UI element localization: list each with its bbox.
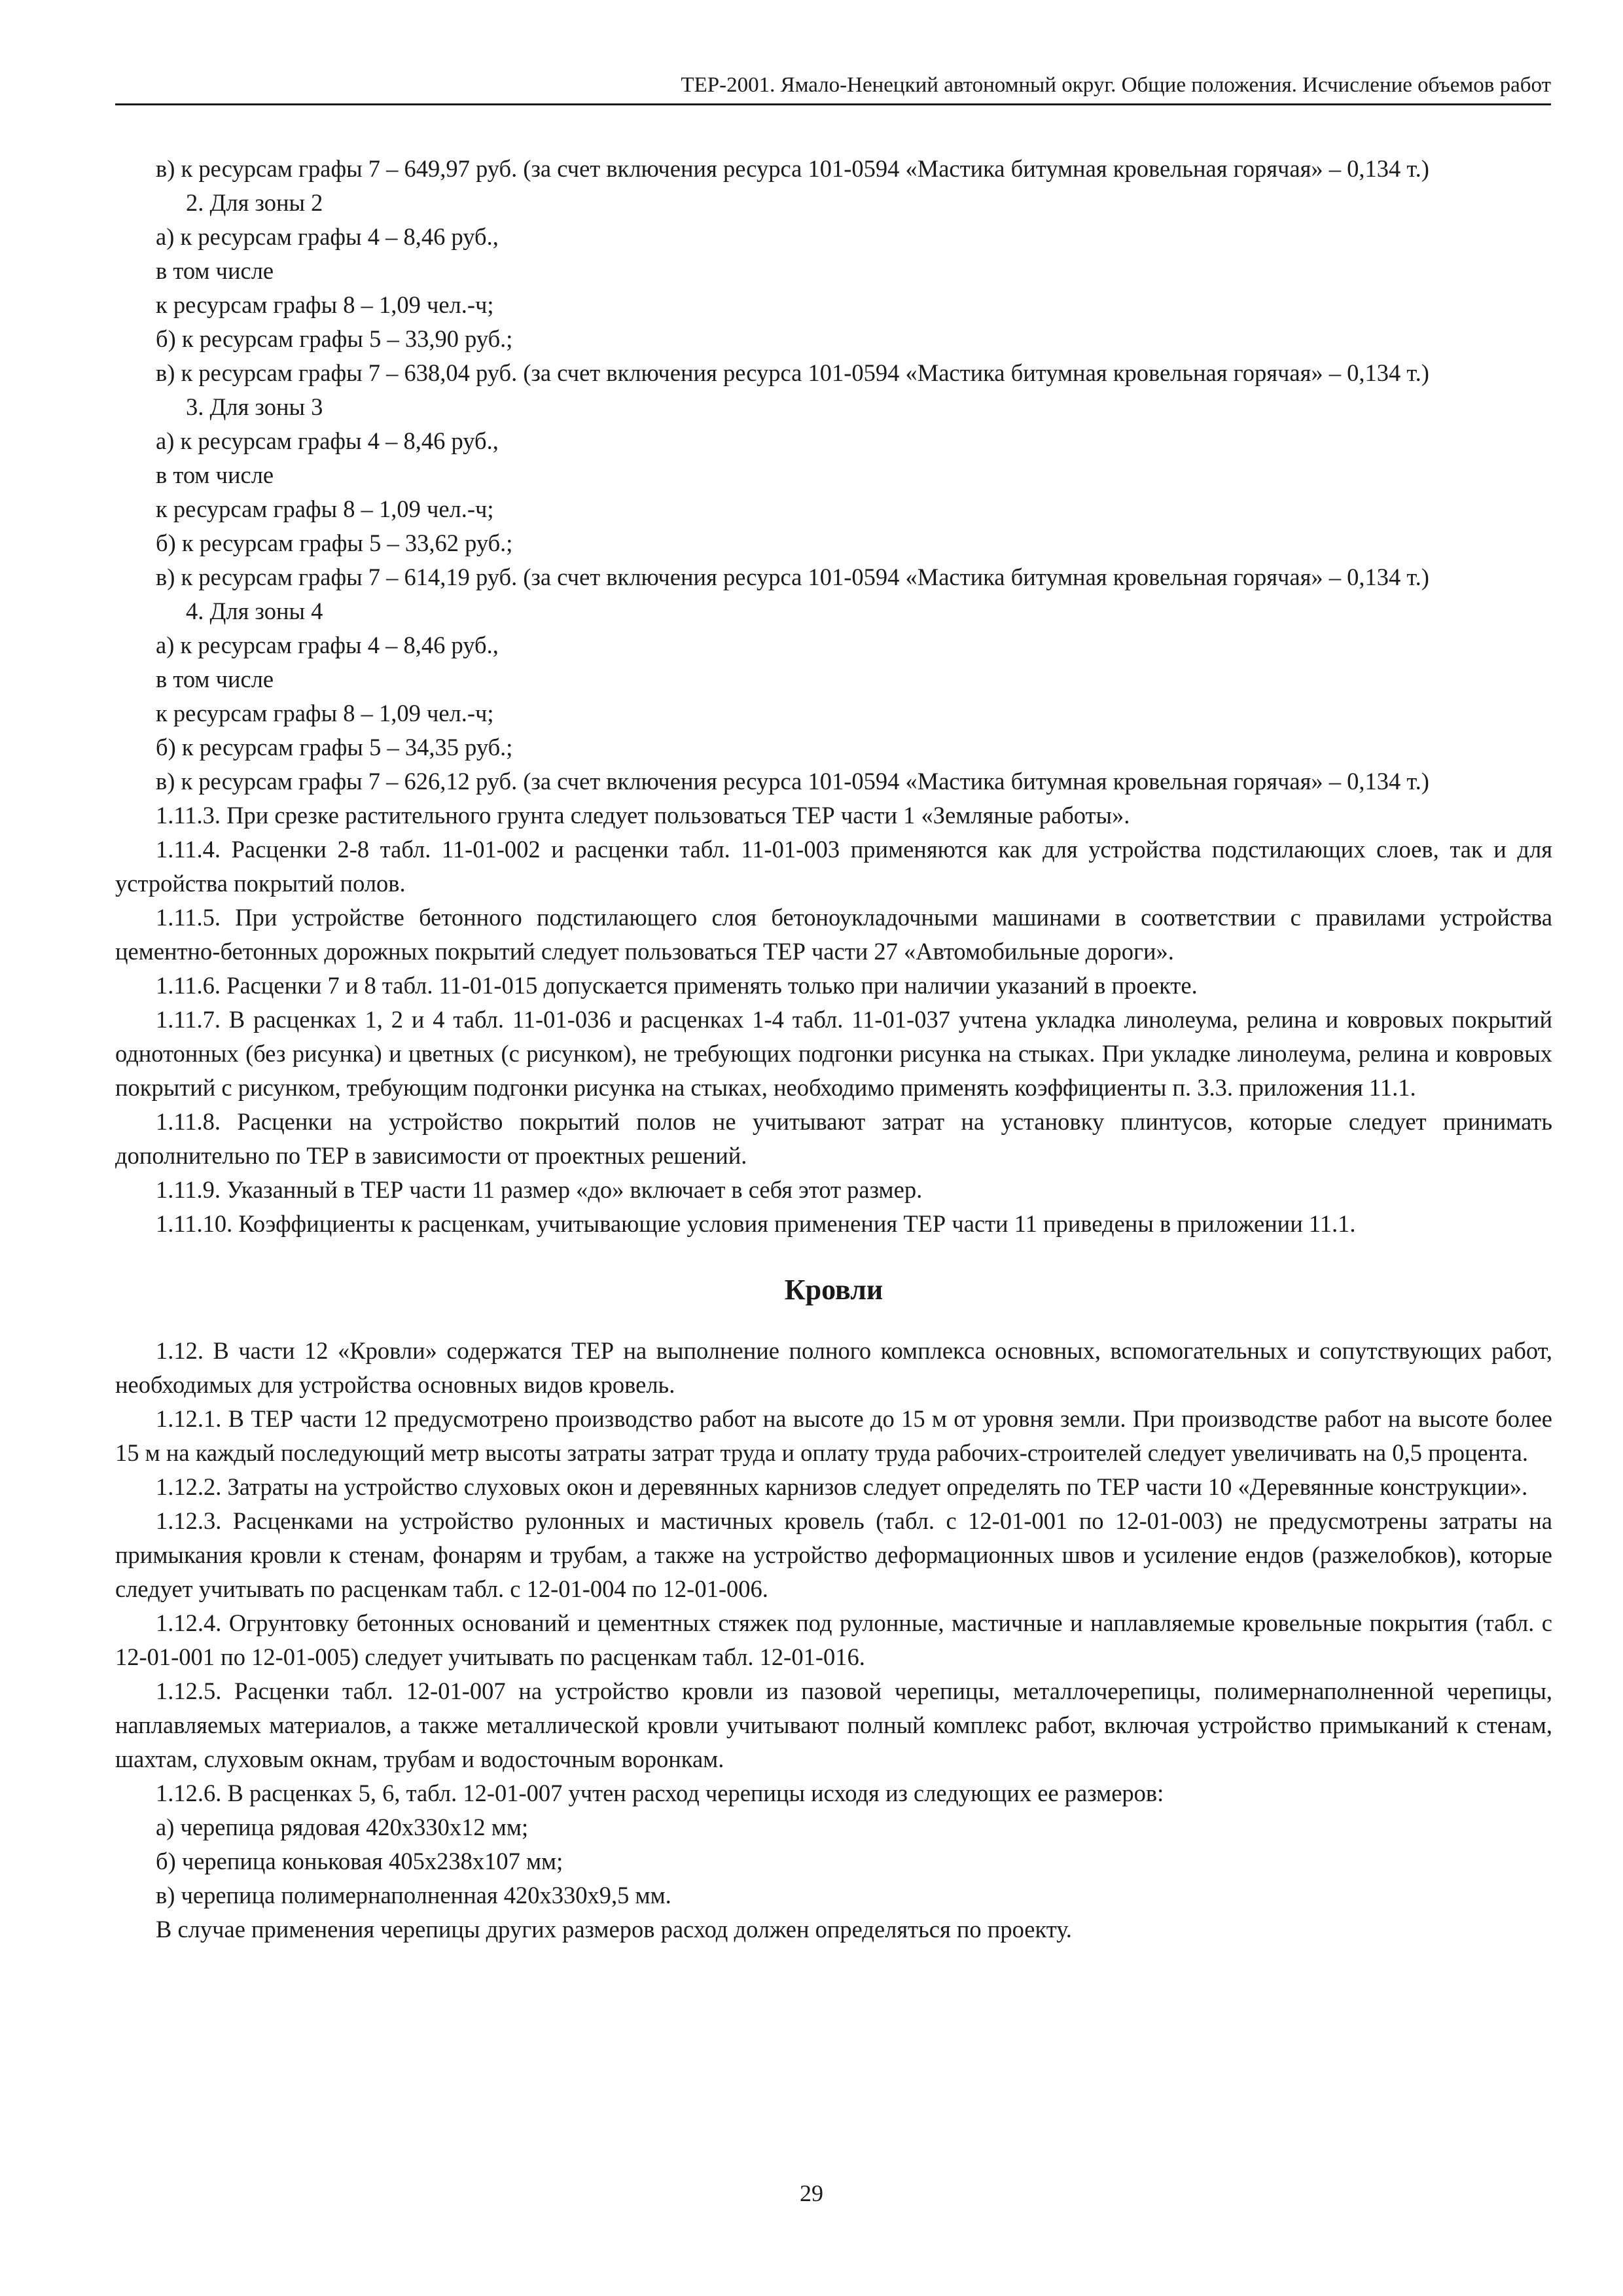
paragraph-1-12-6: 1.12.6. В расценках 5, 6, табл. 12-01-007 учтен расход черепицы исходя из следующих ее размеров: (156, 1780, 1164, 1806)
paragraph-1-11-5: 1.11.5. При устройстве бетонного подстилающего слоя бетоноукладочными машинами в соответствии с правилами устройства цементно-бетонных дорожных покрытий следует пользоваться ТЕР части 27 «Автомобильные дороги». (115, 904, 1552, 965)
zone-item-v: в) к ресурсам графы 7 – 638,04 руб. (за счет включения ресурса 101-0594 «Мастика битумная кровельная горячая» – 0,134 т.) (156, 359, 1429, 386)
zone-title: 4. Для зоны 4 (186, 598, 323, 624)
zone-item-v: в) к ресурсам графы 7 – 614,19 руб. (за счет включения ресурса 101-0594 «Мастика битумная кровельная горячая» – 0,134 т.) (156, 564, 1429, 590)
section-title: Кровли (784, 1274, 883, 1306)
zone-item-v: в) к ресурсам графы 7 – 626,12 руб. (за счет включения ресурса 101-0594 «Мастика битумная кровельная горячая» – 0,134 т.) (156, 768, 1429, 795)
paragraph-1-12-1: 1.12.1. В ТЕР части 12 предусмотрено производство работ на высоте до 15 м от уровня земли. При производстве работ на высоте более 15 м на каждый последующий метр высоты затраты затрат труда и оплату труда рабочих-строителей следует увеличивать на 0,5 процента. (115, 1405, 1552, 1466)
paragraph-1-11-6: 1.11.6. Расценки 7 и 8 табл. 11-01-015 допускается применять только при наличии указаний в проекте. (156, 972, 1198, 999)
zone-item-a: а) к ресурсам графы 4 – 8,46 руб., (156, 223, 499, 250)
zone-item-b: б) к ресурсам графы 5 – 33,62 руб.; (156, 529, 513, 556)
zone-item-b: б) к ресурсам графы 5 – 34,35 руб.; (156, 734, 513, 761)
list-item: в) черепица полимернаполненная 420х330х9,5 мм. (156, 1882, 671, 1909)
running-header: ТЕР-2001. Ямало-Ненецкий автономный округ. Общие положения. Исчисление объемов работ (115, 72, 1551, 105)
paragraph-1-12-3: 1.12.3. Расценками на устройство рулонных и мастичных кровель (табл. с 12-01-001 по 12-01-003) не предусмотрены затраты на примыкания кровли к стенам, фонарям и трубам, а также на устройство деформационных швов и усиление ендов (разжелобков), которые следует учитывать по расценкам табл. с 12-01-004 по 12-01-006. (115, 1507, 1552, 1602)
zone-item-k8: к ресурсам графы 8 – 1,09 чел.-ч; (156, 495, 494, 522)
page-number: 29 (800, 2180, 823, 2206)
paragraph-1-12-5: 1.12.5. Расценки табл. 12-01-007 на устройство кровли из пазовой черепицы, металлочерепицы, полимернаполненной черепицы, наплавляемых материалов, а также металлической кровли учитывают полный комплекс работ, включая устройство примыканий к стенам, шахтам, слуховым окнам, трубам и водосточным воронкам. (115, 1677, 1552, 1772)
paragraph-1-12: 1.12. В части 12 «Кровли» содержатся ТЕР на выполнение полного комплекса основных, вспомогательных и сопутствующих работ, необходимых для устройства основных видов кровель. (115, 1337, 1552, 1398)
zone1-item-v: в) к ресурсам графы 7 – 649,97 руб. (за счет включения ресурса 101-0594 «Мастика битумная кровельная горячая» – 0,134 т.) (156, 155, 1429, 182)
page-content (115, 152, 1552, 1946)
paragraph-1-11-3: 1.11.3. При срезке растительного грунта следует пользоваться ТЕР части 1 «Земляные работы». (156, 802, 1130, 829)
paragraph-1-12-2: 1.12.2. Затраты на устройство слуховых окон и деревянных карнизов следует определять по ТЕР части 10 «Деревянные конструкции». (156, 1473, 1528, 1500)
zone-title: 2. Для зоны 2 (186, 189, 323, 216)
zone-item-a: а) к ресурсам графы 4 – 8,46 руб., (156, 427, 499, 454)
paragraph-1-11-7: 1.11.7. В расценках 1, 2 и 4 табл. 11-01-036 и расценках 1-4 табл. 11-01-037 учтена укладка линолеума, релина и ковровых покрытий однотонных (без рисунка) и цветных (с рисунком), не требующих подгонки рисунка на стыках. При укладке линолеума, релина и ковровых покрытий с рисунком, требующим подгонки рисунка на стыках, необходимо применять коэффициенты п. 3.3. приложения 11.1. (115, 1006, 1552, 1101)
paragraph-1-11-9: 1.11.9. Указанный в ТЕР части 11 размер «до» включает в себя этот размер. (156, 1176, 923, 1203)
list-item: б) черепица коньковая 405х238х107 мм; (156, 1848, 563, 1874)
list-item: а) черепица рядовая 420х330х12 мм; (156, 1814, 529, 1840)
paragraph-1-11-8: 1.11.8. Расценки на устройство покрытий полов не учитывают затрат на установку плинтусов, которые следует принимать дополнительно по ТЕР в зависимости от проектных решений. (115, 1108, 1552, 1169)
zone-item-a: а) к ресурсам графы 4 – 8,46 руб., (156, 632, 499, 658)
zone-item-k8: к ресурсам графы 8 – 1,09 чел.-ч; (156, 700, 494, 726)
zone-item-b: б) к ресурсам графы 5 – 33,90 руб.; (156, 325, 513, 352)
closing-paragraph: В случае применения черепицы других размеров расход должен определяться по проекту. (156, 1916, 1072, 1943)
zone-in-that: в том числе (156, 666, 274, 692)
zone-title: 3. Для зоны 3 (186, 393, 323, 420)
paragraph-1-12-4: 1.12.4. Огрунтовку бетонных оснований и цементных стяжек под рулонные, мастичные и наплавляемые кровельные покрытия (табл. с 12-01-001 по 12-01-005) следует учитывать по расценкам табл. 12-01-016. (115, 1609, 1552, 1670)
zone-item-k8: к ресурсам графы 8 – 1,09 чел.-ч; (156, 291, 494, 318)
paragraph-1-11-4: 1.11.4. Расценки 2-8 табл. 11-01-002 и расценки табл. 11-01-003 применяются как для устройства подстилающих слоев, так и для устройства покрытий полов. (115, 836, 1552, 897)
zone-in-that: в том числе (156, 461, 274, 488)
zone-in-that: в том числе (156, 257, 274, 284)
paragraph-1-11-10: 1.11.10. Коэффициенты к расценкам, учитывающие условия применения ТЕР части 11 приведены в приложении 11.1. (156, 1210, 1356, 1237)
